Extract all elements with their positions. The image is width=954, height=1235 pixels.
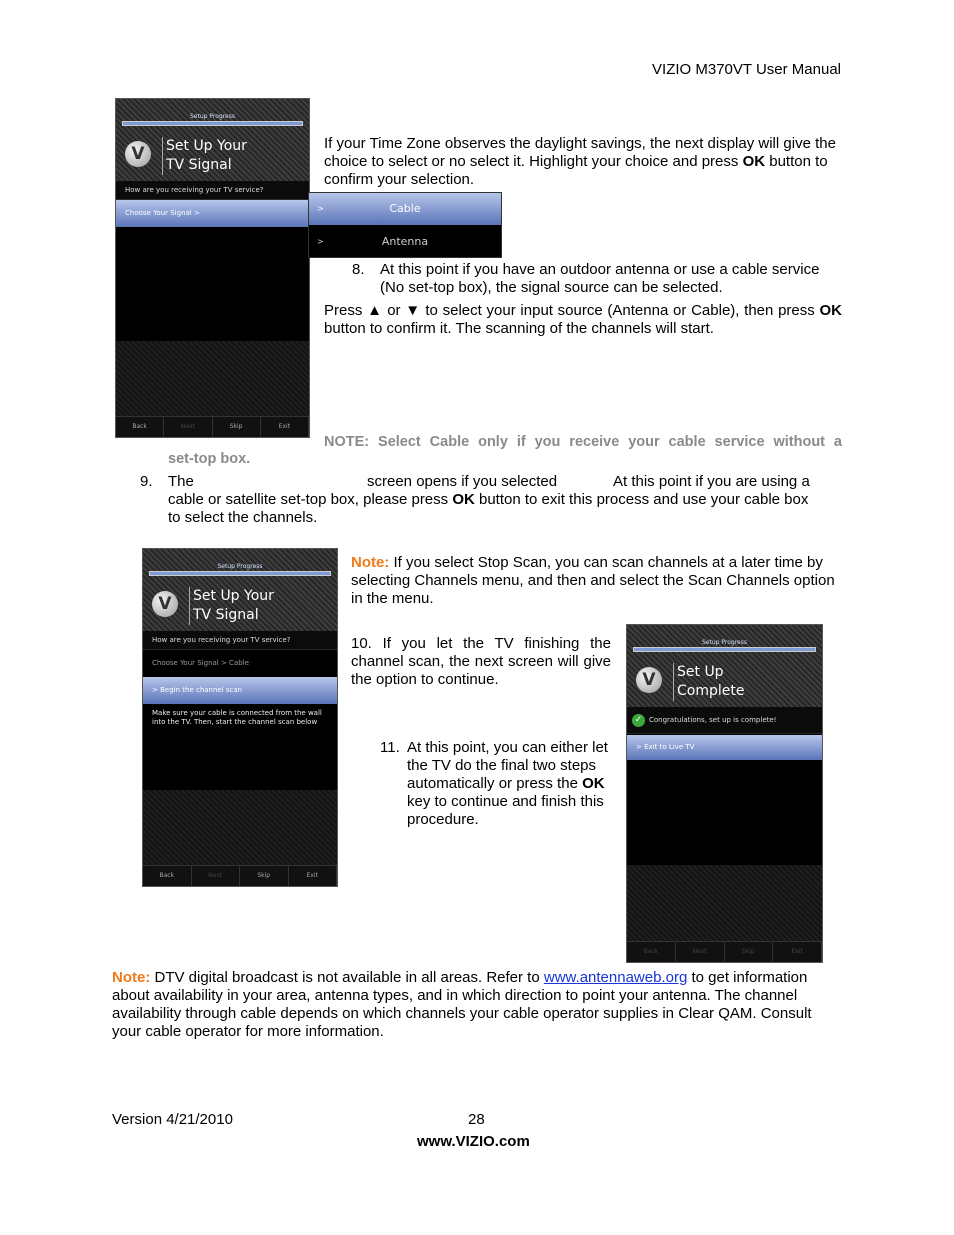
text: cable or satellite set-top box, please press — [168, 491, 453, 508]
congratulations-message — [627, 707, 822, 734]
version-label: Version 4/21/2010 — [112, 1111, 233, 1128]
menu-item-label: Choose Your Signal — [125, 209, 192, 217]
skip-button[interactable]: Skip — [725, 942, 774, 962]
note-label: Note: — [351, 554, 390, 571]
menu-item-exit-live-tv[interactable] — [627, 735, 822, 760]
exit-button[interactable]: Exit — [289, 866, 338, 886]
screen-lower-area — [627, 865, 822, 942]
checkmark-icon: ✓ — [632, 714, 645, 727]
note-stop-scan — [351, 554, 841, 608]
text: If you select Stop Scan, you can scan channels at a later time by selecting Channels menu, and then and select the Scan Channels option in the menu. — [351, 554, 835, 607]
next-button[interactable]: Next — [192, 866, 241, 886]
note-label: Note: — [112, 969, 151, 986]
step-10-text: 10. If you let the TV finishing the channel scan, the next screen will give the option to continue. — [351, 635, 611, 688]
antennaweb-link[interactable]: www.antennaweb.org — [543, 969, 688, 986]
text: At this point, you can either let the TV do the final two steps automatically or press the — [407, 739, 608, 792]
option-antenna[interactable] — [309, 226, 501, 258]
back-button[interactable]: Back — [116, 417, 164, 437]
option-cable[interactable] — [309, 193, 501, 225]
next-button[interactable]: Next — [164, 417, 212, 437]
text: button to exit this process and use your cable box — [474, 491, 809, 508]
note-cable-line1: NOTE: Select Cable only if you receive your cable service without a — [324, 434, 842, 450]
screen-title — [673, 663, 744, 701]
screen-header — [143, 549, 337, 631]
step-9-line2 — [168, 491, 848, 509]
menu-item-begin-scan[interactable] — [143, 677, 337, 704]
title-line-1: Set Up Your — [193, 588, 274, 604]
setup-progress-label: Setup Progress — [190, 113, 235, 120]
exit-button[interactable]: Exit — [773, 942, 822, 962]
screen-lower-area — [116, 341, 309, 417]
chevron-right-icon: > — [193, 209, 200, 217]
screen-footer — [143, 865, 337, 886]
ok-key: OK — [742, 153, 766, 170]
screen-question: How are you receiving your TV service? — [116, 181, 309, 200]
step-9-number: 9. — [140, 473, 153, 490]
website-label: www.VIZIO.com — [417, 1133, 530, 1150]
text: If your Time Zone observes the daylight savings, the next display will give the choice to select or no select it. Highlight your choice and press — [324, 135, 836, 170]
signal-options-popup — [308, 192, 502, 258]
step-11-text — [407, 739, 612, 829]
title-line-1: Set Up — [677, 664, 724, 680]
tv-screen-channel-scan — [142, 548, 338, 887]
setup-progress-bar — [149, 571, 331, 576]
next-button[interactable]: Next — [676, 942, 725, 962]
screen-lower-area — [143, 790, 337, 866]
back-button[interactable]: Back — [627, 942, 676, 962]
vizio-logo-icon: V — [636, 667, 662, 693]
title-line-2: TV Signal — [166, 157, 232, 173]
note-dtv — [112, 969, 842, 1041]
menu-item-label: Exit to Live TV — [644, 743, 695, 751]
option-label: Antenna — [381, 235, 429, 248]
vizio-logo-icon: V — [152, 591, 178, 617]
step-9-line3: to select the channels. — [168, 509, 318, 526]
ok-key: OK — [452, 491, 475, 508]
menu-item-choose-signal[interactable]: Choose Your Signal > Cable — [143, 650, 337, 678]
congrats-text: Congratulations, set up is complete! — [649, 716, 777, 724]
timezone-paragraph — [324, 135, 839, 189]
step-9-mid: screen opens if you selected — [367, 473, 558, 490]
step-8-number: 8. — [352, 261, 365, 278]
title-line-2: TV Signal — [193, 607, 259, 623]
page-number: 28 — [468, 1111, 485, 1128]
title-line-2: Complete — [677, 683, 745, 699]
tv-screen-signal-choice — [115, 98, 310, 438]
text: key to continue and finish this procedure. — [407, 793, 604, 828]
scan-instructions: Make sure your cable is connected from the wall into the TV. Then, start the channel scan below — [152, 709, 322, 726]
chevron-right-icon: > — [317, 204, 324, 213]
step-11-number: 11. — [380, 739, 400, 756]
skip-button[interactable]: Skip — [213, 417, 261, 437]
text: button to confirm your selection. — [324, 153, 828, 188]
screen-title — [162, 137, 247, 175]
tv-screen-setup-complete — [626, 624, 823, 963]
screen-header — [116, 99, 309, 181]
setup-progress-bar — [122, 121, 303, 126]
text: to get information about availability in your area, antenna types, and in which direction to point your antenna. The channel availability through cable depends on which channels your cable operator supplies in Clear QAM. Consult your cable operator for more information. — [112, 969, 812, 1040]
screen-header — [627, 625, 822, 707]
exit-button[interactable]: Exit — [261, 417, 309, 437]
step-9-the: The — [168, 473, 194, 490]
note-cable-line2: set-top box. — [168, 451, 251, 467]
screen-title — [189, 587, 274, 625]
screen-footer — [627, 941, 822, 962]
chevron-right-icon: > — [636, 743, 645, 751]
screen-footer — [116, 416, 309, 437]
ok-key: OK — [582, 775, 605, 792]
press-paragraph — [324, 302, 842, 338]
vizio-logo-icon: V — [125, 141, 151, 167]
skip-button[interactable]: Skip — [240, 866, 289, 886]
text: Press ▲ or ▼ to select your input source (Antenna or Cable), then press — [324, 302, 820, 319]
menu-item-label: Begin the channel scan — [160, 686, 243, 694]
setup-progress-bar — [633, 647, 816, 652]
chevron-right-icon: > — [317, 237, 324, 246]
ok-key: OK — [819, 302, 842, 319]
manual-title: VIZIO M370VT User Manual — [652, 61, 841, 78]
text: button to confirm it. The scanning of the channels will start. — [324, 320, 714, 337]
step-8-text: At this point if you have an outdoor antenna or use a cable service (No set-top box), the signal source can be selected. — [380, 261, 820, 296]
back-button[interactable]: Back — [143, 866, 192, 886]
chevron-right-icon: > — [152, 686, 161, 694]
screen-question: How are you receiving your TV service? — [143, 631, 337, 650]
menu-item-choose-signal[interactable] — [116, 200, 309, 227]
option-label: Cable — [389, 202, 421, 215]
text: DTV digital broadcast is not available in all areas. Refer to — [150, 969, 544, 986]
setup-progress-label: Setup Progress — [702, 639, 747, 646]
setup-progress-label: Setup Progress — [217, 563, 263, 570]
step-9-end: At this point if you are using a — [613, 473, 810, 490]
title-line-1: Set Up Your — [166, 138, 247, 154]
